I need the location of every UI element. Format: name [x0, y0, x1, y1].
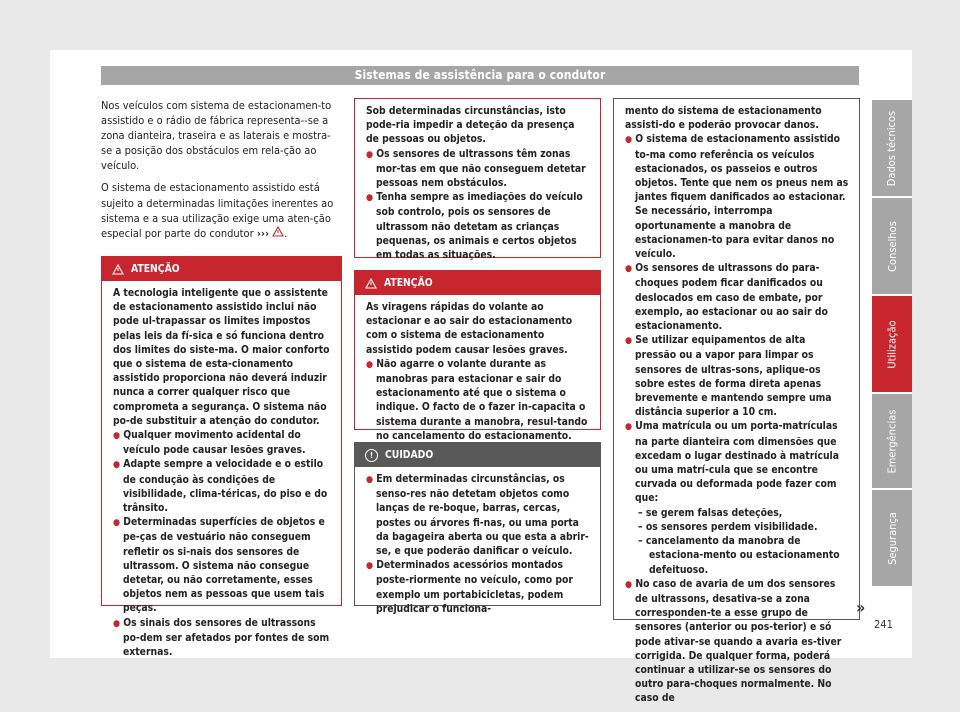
- dash-item: – os sensores perdem visibilidade.: [638, 520, 818, 533]
- caution-box-continued: [613, 98, 860, 705]
- caution-box-header: [355, 443, 600, 467]
- warning-box-2-text: As viragens rápidas do volante ao estacionar e ao sair do estacionamento com o sistema de estacionamento assistido podem causar lesões graves.: [366, 301, 573, 356]
- caution-box-body: [355, 467, 600, 622]
- bullet-item: ● Se utilizar equipamentos de alta pressão ou a vapor para limpar os sensores de ultras-sons, aplique-os sobre estes de forma direta apenas brevemente e mantendo sempre uma distância superior a 10 cm.: [625, 334, 832, 419]
- intro-paragraph-1: Nos veículos com sistema de estacionamen-to assistido e o rádio de fábrica representa--se a zona dianteira, traseira e as laterais e mostra-se a posição dos obstáculos em rela-ção ao veículo.: [101, 99, 332, 173]
- caution-box-continued-body: [614, 99, 859, 712]
- tab-conselhos[interactable]: Conselhos: [872, 198, 912, 294]
- intro-text: [101, 98, 341, 248]
- tab-utilizacao[interactable]: Utilização: [872, 296, 912, 392]
- bullet-item: ● Em determinadas circunstâncias, os senso-res não detetam objetos como lanças de re-boque, barras, cercas, postes ou árvores fi-nas, ou uma porta da bagageira aberta ou que esta a abrir-se, e que poderão danificar o veículo.: [366, 473, 589, 558]
- page-number: 241: [874, 618, 893, 631]
- caution-continued-text: mento do sistema de estacionamento assisti-do e poderão provocar danos.: [625, 105, 822, 132]
- warning-box-1-body: [102, 281, 341, 665]
- warning-box-2-bullets: [366, 357, 590, 443]
- warning-box-1-bullets: [113, 428, 331, 659]
- bullet-item: ● Os sensores de ultrassons do para-choques podem ficar danificados ou deslocados em caso de embate, por exemplo, ao estacionar ou ao sair do estacionamento.: [625, 262, 828, 333]
- warning-box-continued: [354, 98, 601, 262]
- caution-box-title: CUIDADO: [385, 449, 434, 461]
- warning-box-2-title: ATENÇÃO: [384, 277, 433, 289]
- caution-continued-dashes: [625, 506, 849, 577]
- dash-item: – cancelamento da manobra de estaciona-mento ou estacionamento defeituoso.: [638, 535, 840, 576]
- tab-emergencias[interactable]: Emergências: [872, 394, 912, 488]
- tab-seguranca[interactable]: Segurança: [872, 490, 912, 586]
- warning-box-continued-bullets: [366, 147, 590, 263]
- bullet-item: ● Uma matrícula ou um porta-matrículas na parte dianteira com dimensões que excedam o lugar destinado à matrícula ou uma matrí-cula que se encontre curvada ou deformada pode fazer com que:: [625, 420, 839, 505]
- caution-continued-bullets: [625, 132, 849, 505]
- intro-paragraph-2: O sistema de estacionamento assistido está sujeito a determinadas limitações inerentes ao sistema e a sua utilização exige uma aten-ção especial por parte do condutor ››› .: [101, 181, 334, 240]
- bullet-item: ● Qualquer movimento acidental do veículo pode causar lesões graves.: [113, 429, 306, 457]
- warning-icon: [272, 226, 284, 237]
- warning-icon: [365, 278, 377, 289]
- warning-box-continued-text: Sob determinadas circunstâncias, isto pode-ria impedir a deteção da presença de pessoas ou objetos.: [366, 105, 575, 146]
- bullet-item: ● Tenha sempre as imediações do veículo sob controlo, pois os sensores de ultrassom não detetam as crianças pequenas, os animais e certos objetos em todas as situações.: [366, 191, 583, 262]
- bullet-item: ● O sistema de estacionamento assistido to-ma como referência os veículos estacionados, os passeios e outros objetos. Tente que nem os pneus nem as jantes fiquem danificados ao estacionar. Se necessário, interrompa oportunamente a manobra de estacionamen-to para evitar danos no veículo.: [625, 133, 849, 261]
- warning-box-1-text: A tecnologia inteligente que o assistente de estacionamento assistido inclui não pode ul-trapassar os limites impostos pelas leis da fí-sica e só funciona dentro dos limites do siste-ma. O maior conforto que o sistema de esta-cionamento assistido proporciona não deverá induzir nunca a correr qualquer risco que comprometa a segurança. O sistema não po-de substituir a atenção do condutor.: [113, 287, 330, 427]
- bullet-item: ● Os sensores de ultrassons têm zonas mor-tas em que não conseguem detetar pessoas nem obstáculos.: [366, 147, 586, 190]
- warning-box-2-body: [355, 295, 600, 449]
- tab-dados-tecnicos[interactable]: Dados técnicos: [872, 100, 912, 196]
- warning-box-2: [354, 270, 601, 442]
- caution-icon: !: [365, 449, 378, 462]
- bullet-item: ● Os sinais dos sensores de ultrassons po-dem ser afetados por fontes de som externas.: [113, 616, 330, 659]
- warning-box-1-header: [102, 257, 341, 281]
- bullet-item: ● Determinados acessórios montados poste-riormente no veículo, como por exemplo um portabicicletas, podem prejudicar o funciona-: [366, 559, 573, 615]
- caution-box-bullets: [366, 472, 590, 616]
- bullet-item: ● Determinadas superfícies de objetos e pe-ças de vestuário não conseguem refletir os si-nais dos sensores de ultrassom. O sistema não consegue detetar, ou não corretamente, esses objetos nem as pessoas que usem tais peças.: [113, 516, 325, 615]
- next-page-indicator: »: [856, 598, 866, 617]
- bullet-item: ● Não agarre o volante durante as manobras para estacionar e sair do estacionamento até que o sistema o indique. O facto de o fazer in-capacita o sistema durante a manobra, resul-tando no cancelamento do estacionamento.: [366, 357, 588, 442]
- dash-item: – se gerem falsas deteções,: [638, 506, 783, 519]
- page-header: Sistemas de assistência para o condutor: [101, 66, 859, 85]
- caution-continued-last-item: ● No caso de avaria de um dos sensores de ultrassons, desativa-se a zona corresponden-te a esse grupo de sensores (anterior ou pos-terior) e só pode ativar-se quando a avaria es-tiver corrigida. De qualquer forma, poderá continuar a utilizar-se os sensores do outro para-choques normalmente. No caso de: [625, 577, 842, 705]
- caution-box: [354, 442, 601, 615]
- warning-box-1: [101, 256, 342, 659]
- warning-box-2-header: [355, 271, 600, 295]
- warning-box-1-title: ATENÇÃO: [131, 263, 180, 275]
- warning-icon: [112, 264, 124, 275]
- reference-arrows: ›››: [256, 226, 270, 240]
- warning-box-continued-body: [355, 99, 600, 268]
- bullet-item: ● Adapte sempre a velocidade e o estilo de condução às condições de visibilidade, clima-téricas, do piso e do trânsito.: [113, 458, 328, 515]
